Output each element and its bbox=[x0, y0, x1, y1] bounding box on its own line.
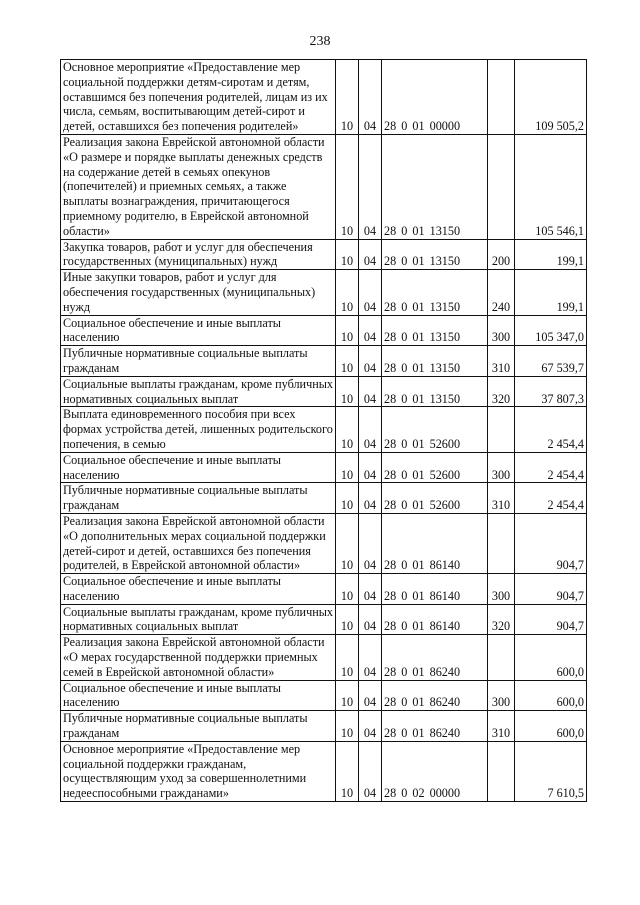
row-expense-type bbox=[488, 741, 515, 801]
row-target-article: 28 0 01 52600 bbox=[382, 483, 488, 514]
row-subsection: 04 bbox=[359, 270, 382, 315]
row-amount: 904,7 bbox=[515, 574, 587, 605]
row-target-article: 28 0 01 52600 bbox=[382, 407, 488, 452]
row-section: 10 bbox=[336, 711, 359, 742]
row-subsection: 04 bbox=[359, 604, 382, 635]
row-expense-type: 320 bbox=[488, 604, 515, 635]
row-amount: 105 347,0 bbox=[515, 315, 587, 346]
row-subsection: 04 bbox=[359, 680, 382, 711]
table-row bbox=[61, 635, 587, 680]
table-row bbox=[61, 239, 587, 270]
row-expense-type bbox=[488, 60, 515, 135]
row-subsection: 04 bbox=[359, 376, 382, 407]
row-amount: 2 454,4 bbox=[515, 483, 587, 514]
row-section: 10 bbox=[336, 376, 359, 407]
table-row bbox=[61, 680, 587, 711]
row-name: Выплата единовременного пособия при всех формах устройства детей, лишенных родительского попечения, в семью bbox=[61, 407, 336, 452]
row-name: Реализация закона Еврейской автономной области «О мерах государственной поддержки приемных семей в Еврейской автономной области» bbox=[61, 635, 336, 680]
table-row bbox=[61, 574, 587, 605]
row-expense-type: 310 bbox=[488, 346, 515, 377]
row-section: 10 bbox=[336, 483, 359, 514]
row-expense-type: 310 bbox=[488, 711, 515, 742]
row-target-article: 28 0 01 13150 bbox=[382, 376, 488, 407]
table-row bbox=[61, 60, 587, 135]
row-name: Реализация закона Еврейской автономной области «О дополнительных мерах социальной поддержки детей-сирот и детей, оставшихся без попечения родителей, в Еврейской автономной области» bbox=[61, 513, 336, 573]
row-section: 10 bbox=[336, 270, 359, 315]
row-name: Реализация закона Еврейской автономной области «О размере и порядке выплаты денежных средств на содержание детей в семьях опекунов (попечителей) и приемных семьях, а также выплаты вознаграждения, причитающегося приемному родителю, в Еврейской автономной области» bbox=[61, 134, 336, 239]
row-name: Социальные выплаты гражданам, кроме публичных нормативных социальных выплат bbox=[61, 376, 336, 407]
row-section: 10 bbox=[336, 239, 359, 270]
row-subsection: 04 bbox=[359, 635, 382, 680]
row-name: Основное мероприятие «Предоставление мер социальной поддержки детям-сиротам и детям, оставшимся без попечения родителей, лицам из их числа, семьям, воспитывающим детей-сирот и детей, оставшихся без попечения родителей» bbox=[61, 60, 336, 135]
table-row bbox=[61, 315, 587, 346]
row-expense-type: 300 bbox=[488, 680, 515, 711]
row-expense-type bbox=[488, 513, 515, 573]
row-section: 10 bbox=[336, 680, 359, 711]
row-name: Основное мероприятие «Предоставление мер социальной поддержки гражданам, осуществляющим уход за совершеннолетними недееспособными гражданами» bbox=[61, 741, 336, 801]
row-target-article: 28 0 01 86240 bbox=[382, 680, 488, 711]
page-number: 238 bbox=[309, 34, 331, 49]
row-subsection: 04 bbox=[359, 574, 382, 605]
row-section: 10 bbox=[336, 574, 359, 605]
row-amount: 109 505,2 bbox=[515, 60, 587, 135]
row-target-article: 28 0 01 13150 bbox=[382, 346, 488, 377]
table-row bbox=[61, 604, 587, 635]
row-target-article: 28 0 01 13150 bbox=[382, 134, 488, 239]
row-target-article: 28 0 01 13150 bbox=[382, 239, 488, 270]
row-section: 10 bbox=[336, 60, 359, 135]
row-expense-type: 320 bbox=[488, 376, 515, 407]
row-expense-type: 300 bbox=[488, 315, 515, 346]
row-amount: 199,1 bbox=[515, 239, 587, 270]
row-name: Социальное обеспечение и иные выплаты населению bbox=[61, 452, 336, 483]
row-name: Публичные нормативные социальные выплаты гражданам bbox=[61, 483, 336, 514]
row-target-article: 28 0 01 52600 bbox=[382, 452, 488, 483]
row-name: Иные закупки товаров, работ и услуг для обеспечения государственных (муниципальных) нужд bbox=[61, 270, 336, 315]
row-expense-type: 240 bbox=[488, 270, 515, 315]
table-row bbox=[61, 346, 587, 377]
table-row bbox=[61, 483, 587, 514]
row-subsection: 04 bbox=[359, 741, 382, 801]
table-row bbox=[61, 452, 587, 483]
row-target-article: 28 0 01 86140 bbox=[382, 513, 488, 573]
row-expense-type bbox=[488, 407, 515, 452]
row-subsection: 04 bbox=[359, 239, 382, 270]
budget-table-body bbox=[61, 60, 587, 802]
row-amount: 904,7 bbox=[515, 604, 587, 635]
row-target-article: 28 0 01 00000 bbox=[382, 60, 488, 135]
row-expense-type: 300 bbox=[488, 452, 515, 483]
table-row bbox=[61, 270, 587, 315]
row-section: 10 bbox=[336, 315, 359, 346]
table-row bbox=[61, 741, 587, 801]
row-section: 10 bbox=[336, 635, 359, 680]
row-target-article: 28 0 01 86240 bbox=[382, 635, 488, 680]
row-expense-type bbox=[488, 635, 515, 680]
row-amount: 105 546,1 bbox=[515, 134, 587, 239]
row-target-article: 28 0 01 86140 bbox=[382, 604, 488, 635]
row-target-article: 28 0 01 13150 bbox=[382, 315, 488, 346]
row-target-article: 28 0 01 13150 bbox=[382, 270, 488, 315]
row-section: 10 bbox=[336, 346, 359, 377]
row-section: 10 bbox=[336, 741, 359, 801]
row-name: Социальные выплаты гражданам, кроме публичных нормативных социальных выплат bbox=[61, 604, 336, 635]
table-row bbox=[61, 711, 587, 742]
row-amount: 904,7 bbox=[515, 513, 587, 573]
row-subsection: 04 bbox=[359, 711, 382, 742]
row-name: Публичные нормативные социальные выплаты гражданам bbox=[61, 346, 336, 377]
row-subsection: 04 bbox=[359, 513, 382, 573]
row-target-article: 28 0 02 00000 bbox=[382, 741, 488, 801]
row-amount: 199,1 bbox=[515, 270, 587, 315]
row-expense-type: 300 bbox=[488, 574, 515, 605]
row-name: Закупка товаров, работ и услуг для обеспечения государственных (муниципальных) нужд bbox=[61, 239, 336, 270]
row-amount: 600,0 bbox=[515, 711, 587, 742]
row-target-article: 28 0 01 86140 bbox=[382, 574, 488, 605]
row-amount: 600,0 bbox=[515, 680, 587, 711]
row-section: 10 bbox=[336, 513, 359, 573]
row-name: Социальное обеспечение и иные выплаты населению bbox=[61, 574, 336, 605]
row-amount: 2 454,4 bbox=[515, 407, 587, 452]
table-row bbox=[61, 407, 587, 452]
table-row bbox=[61, 134, 587, 239]
row-expense-type: 200 bbox=[488, 239, 515, 270]
row-subsection: 04 bbox=[359, 60, 382, 135]
row-subsection: 04 bbox=[359, 452, 382, 483]
row-subsection: 04 bbox=[359, 134, 382, 239]
row-amount: 600,0 bbox=[515, 635, 587, 680]
row-subsection: 04 bbox=[359, 483, 382, 514]
table-row bbox=[61, 513, 587, 573]
row-section: 10 bbox=[336, 134, 359, 239]
row-section: 10 bbox=[336, 407, 359, 452]
row-expense-type bbox=[488, 134, 515, 239]
row-section: 10 bbox=[336, 604, 359, 635]
row-section: 10 bbox=[336, 452, 359, 483]
table-row bbox=[61, 376, 587, 407]
row-target-article: 28 0 01 86240 bbox=[382, 711, 488, 742]
row-name: Социальное обеспечение и иные выплаты населению bbox=[61, 680, 336, 711]
row-amount: 67 539,7 bbox=[515, 346, 587, 377]
row-amount: 7 610,5 bbox=[515, 741, 587, 801]
budget-table bbox=[60, 59, 587, 802]
row-expense-type: 310 bbox=[488, 483, 515, 514]
row-amount: 2 454,4 bbox=[515, 452, 587, 483]
row-subsection: 04 bbox=[359, 407, 382, 452]
row-amount: 37 807,3 bbox=[515, 376, 587, 407]
row-name: Социальное обеспечение и иные выплаты населению bbox=[61, 315, 336, 346]
row-name: Публичные нормативные социальные выплаты гражданам bbox=[61, 711, 336, 742]
row-subsection: 04 bbox=[359, 346, 382, 377]
row-subsection: 04 bbox=[359, 315, 382, 346]
